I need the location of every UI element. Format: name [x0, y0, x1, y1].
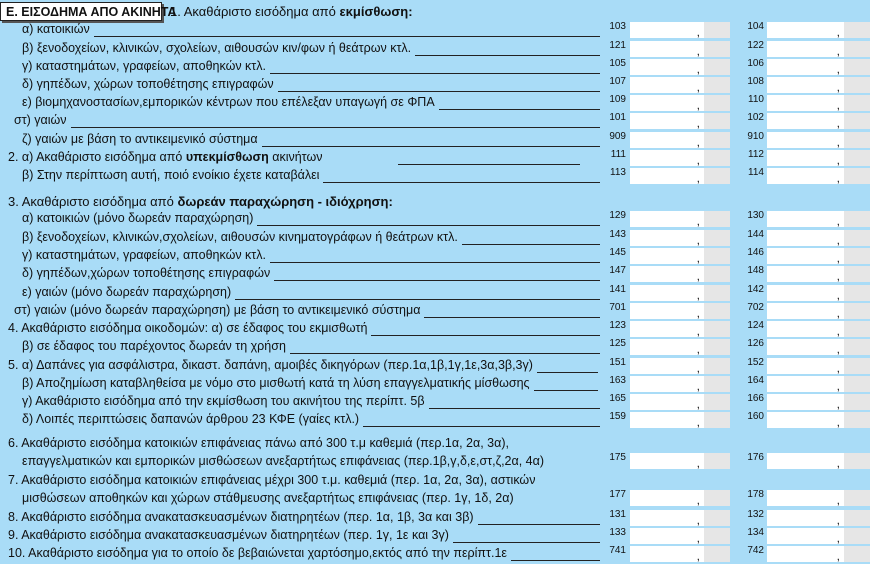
amount-field-spouse1[interactable]: , [630, 358, 730, 374]
section-title: Ε. ΕΙΣΟΔΗΜΑ ΑΠΟ ΑΚΙΝΗΤΑ [0, 2, 162, 21]
field-code: 160 [747, 411, 764, 422]
form-row [0, 131, 870, 149]
form-row [0, 527, 870, 545]
field-code: 129 [609, 210, 626, 221]
leader-line [257, 225, 600, 226]
leader-line [534, 390, 598, 391]
field-code: 909 [609, 131, 626, 142]
field-code: 178 [747, 489, 764, 500]
form-row [0, 435, 870, 471]
amount-field-spouse2[interactable]: , [767, 113, 870, 129]
field-code: 106 [747, 58, 764, 69]
field-code: 123 [609, 320, 626, 331]
amount-field-spouse2[interactable]: , [767, 412, 870, 428]
decimal-cell[interactable] [844, 113, 870, 129]
decimal-cell[interactable] [844, 321, 870, 337]
form-row [0, 320, 870, 338]
amount-field-spouse2[interactable]: , [767, 168, 870, 184]
form-row [0, 509, 870, 527]
field-code: 130 [747, 210, 764, 221]
row-label: 7. Ακαθάριστο εισόδημα κατοικιών επιφάνειας μέχρι 300 τ.μ. καθεμιά (περ. 1α, 2α, 3α), αστικών [8, 473, 536, 487]
amount-field-spouse1[interactable]: , [630, 321, 730, 337]
amount-field-spouse2[interactable]: , [767, 285, 870, 301]
decimal-cell[interactable] [704, 95, 730, 111]
row-label: 8. Ακαθάριστο εισόδημα ανακατασκευασμένων διατηρητέων (περ. 1α, 1β, 3α και 3β) [8, 510, 474, 524]
form-row [0, 76, 870, 94]
amount-field-spouse1[interactable]: , [630, 510, 730, 526]
field-code: 165 [609, 393, 626, 404]
amount-field-spouse1[interactable]: , [630, 59, 730, 75]
row-label: ε) γαιών (μόνο δωρεάν παραχώρηση) [22, 285, 232, 299]
form-row [0, 210, 870, 228]
field-code: 148 [747, 265, 764, 276]
form-row [0, 40, 870, 58]
form-row [0, 21, 870, 39]
decimal-cell[interactable] [704, 77, 730, 93]
field-code: 102 [747, 112, 764, 123]
row-label: στ) γαιών [14, 113, 67, 127]
amount-field-spouse2[interactable]: , [767, 510, 870, 526]
leader-line [290, 353, 600, 354]
amount-field-spouse2[interactable]: , [767, 376, 870, 392]
field-code: 742 [747, 545, 764, 556]
amount-field-spouse2[interactable]: , [767, 266, 870, 282]
amount-field-spouse1[interactable]: , [630, 168, 730, 184]
amount-field-spouse1[interactable]: , [630, 150, 730, 166]
amount-field-spouse2[interactable]: , [767, 453, 870, 469]
form-row [0, 247, 870, 265]
row-label: ε) βιομηχανοστασίων,εμπορικών κέντρων που επέλεξαν υπαγωγή σε ΦΠΑ [22, 95, 435, 109]
row-label: δ) γηπέδων,χώρων τοποθέτησης επιγραφών [22, 266, 271, 280]
amount-field-spouse2[interactable]: , [767, 339, 870, 355]
form-row [0, 338, 870, 356]
field-code: 166 [747, 393, 764, 404]
amount-field-spouse2[interactable]: , [767, 150, 870, 166]
row-label: 6. Ακαθάριστο εισόδημα κατοικιών επιφάνειας πάνω από 300 τ.μ καθεμιά (περ.1α, 2α, 3α), [8, 436, 509, 450]
row-label: β) Αποζημίωση καταβληθείσα με νόμο στο μισθωτή κατά τη λύση επαγγελματικής μίσθωσης [22, 376, 530, 390]
decimal-cell[interactable] [844, 510, 870, 526]
field-code: 146 [747, 247, 764, 258]
amount-field-spouse1[interactable]: , [630, 77, 730, 93]
amount-field-spouse2[interactable]: , [767, 22, 870, 38]
leader-line [415, 55, 600, 56]
decimal-cell[interactable] [704, 41, 730, 57]
field-code: 122 [747, 40, 764, 51]
decimal-cell[interactable] [704, 211, 730, 227]
decimal-cell[interactable] [704, 358, 730, 374]
section3-heading: 3. Ακαθάριστο εισόδημα από δωρεάν παραχώρηση - ιδιόχρηση: [8, 194, 393, 209]
field-code: 175 [609, 452, 626, 463]
leader-line [537, 372, 598, 373]
leader-line [278, 91, 600, 92]
leader-line [439, 109, 600, 110]
form-row [0, 545, 870, 563]
decimal-cell[interactable] [844, 453, 870, 469]
amount-field-spouse1[interactable]: , [630, 211, 730, 227]
row-label: β) ξενοδοχείων, κλινικών,σχολείων, αιθουσών κινηματογράφων ή θεάτρων κτλ. [22, 230, 458, 244]
field-code: 124 [747, 320, 764, 331]
field-code: 107 [609, 76, 626, 87]
field-code: 141 [609, 284, 626, 295]
decimal-cell[interactable] [704, 490, 730, 506]
decimal-cell[interactable] [704, 453, 730, 469]
field-code: 910 [747, 131, 764, 142]
field-code: 741 [609, 545, 626, 556]
decimal-cell[interactable] [844, 528, 870, 544]
field-code: 114 [748, 167, 764, 178]
decimal-cell[interactable] [704, 266, 730, 282]
form-row [0, 472, 870, 508]
field-code: 142 [747, 284, 764, 295]
form-row [0, 58, 870, 76]
amount-field-spouse2[interactable]: , [767, 230, 870, 246]
amount-field-spouse2[interactable]: , [767, 394, 870, 410]
row-label: γ) Ακαθάριστο εισόδημα από την εκμίσθωση του ακινήτου της περίπτ. 5β [22, 394, 425, 408]
field-code: 147 [609, 265, 626, 276]
section1-heading: 1. Ακαθάριστο εισόδημα από εκμίσθωση: [170, 4, 413, 19]
field-code: 131 [609, 509, 626, 520]
amount-field-spouse1[interactable]: , [630, 230, 730, 246]
leader-line [323, 182, 600, 183]
decimal-cell[interactable] [704, 113, 730, 129]
decimal-cell[interactable] [844, 339, 870, 355]
amount-field-spouse2[interactable]: , [767, 211, 870, 227]
leader-line [429, 408, 600, 409]
amount-field-spouse2[interactable]: , [767, 248, 870, 264]
field-code: 163 [609, 375, 626, 386]
decimal-cell[interactable] [704, 303, 730, 319]
field-code: 133 [609, 527, 626, 538]
row-label: 5. α) Δαπάνες για ασφάλιστρα, δικαστ. δαπάνη, αμοιβές δικηγόρων (περ.1α,1β,1γ,1ε,3α,3β,3γ) [8, 358, 533, 372]
decimal-cell[interactable] [704, 230, 730, 246]
form-row [0, 375, 870, 393]
row-label: 10. Ακαθάριστο εισόδημα για το οποίο δε βεβαιώνεται χαρτόσημο,εκτός από την περίπτ.1ε [8, 546, 507, 560]
decimal-cell[interactable] [704, 412, 730, 428]
form-row [0, 149, 870, 167]
row-label: 2. α) Ακαθάριστο εισόδημα από υπεκμίσθωση ακινήτων [8, 150, 323, 164]
leader-line [71, 127, 600, 128]
decimal-cell[interactable] [704, 59, 730, 75]
amount-field-spouse1[interactable]: , [630, 41, 730, 57]
decimal-cell[interactable] [704, 321, 730, 337]
row-label-line2: μισθώσεων αποθηκών και χώρων στάθμευσης ανεξαρτήτως επιφάνειας (περ. 1γ, 1δ, 2α) [22, 491, 514, 505]
decimal-cell[interactable] [704, 285, 730, 301]
leader-line [398, 164, 580, 165]
decimal-cell[interactable] [844, 230, 870, 246]
amount-field-spouse1[interactable]: , [630, 22, 730, 38]
form-row [0, 411, 870, 429]
row-label: β) ξενοδοχείων, κλινικών, σχολείων, αιθουσών κιν/φων ή θεάτρων κτλ. [22, 41, 412, 55]
row-label: α) κατοικιών [22, 22, 90, 36]
row-label: 9. Ακαθάριστο εισόδημα ανακατασκευασμένων διατηρητέων (περ. 1γ, 1ε και 3γ) [8, 528, 449, 542]
decimal-cell[interactable] [704, 394, 730, 410]
row-label: β) Στην περίπτωση αυτή, ποιό ενοίκιο έχετε καταβάλει [22, 168, 320, 182]
decimal-cell[interactable] [844, 150, 870, 166]
amount-field-spouse2[interactable]: , [767, 490, 870, 506]
amount-field-spouse2[interactable]: , [767, 321, 870, 337]
amount-field-spouse2[interactable]: , [767, 546, 870, 562]
leader-line [363, 426, 600, 427]
decimal-cell[interactable] [844, 266, 870, 282]
field-code: 159 [609, 411, 626, 422]
decimal-cell[interactable] [844, 546, 870, 562]
amount-field-spouse1[interactable]: , [630, 490, 730, 506]
amount-field-spouse1[interactable]: , [630, 266, 730, 282]
amount-field-spouse1[interactable]: , [630, 453, 730, 469]
decimal-cell[interactable] [844, 22, 870, 38]
decimal-cell[interactable] [844, 95, 870, 111]
form-row [0, 265, 870, 283]
decimal-cell[interactable] [704, 168, 730, 184]
decimal-cell[interactable] [844, 59, 870, 75]
decimal-cell[interactable] [844, 211, 870, 227]
leader-line [94, 36, 600, 37]
form-row [0, 112, 870, 130]
amount-field-spouse2[interactable]: , [767, 303, 870, 319]
decimal-cell[interactable] [844, 41, 870, 57]
decimal-cell[interactable] [704, 546, 730, 562]
decimal-cell[interactable] [704, 510, 730, 526]
field-code: 121 [609, 40, 626, 51]
form-row [0, 229, 870, 247]
amount-field-spouse1[interactable]: , [630, 412, 730, 428]
field-code: 176 [747, 452, 764, 463]
decimal-cell[interactable] [704, 528, 730, 544]
amount-field-spouse1[interactable]: , [630, 303, 730, 319]
form-row [0, 167, 870, 185]
leader-line [274, 280, 600, 281]
field-code: 164 [747, 375, 764, 386]
leader-line [270, 73, 600, 74]
field-code: 112 [748, 149, 764, 160]
field-code: 126 [747, 338, 764, 349]
decimal-cell[interactable] [844, 394, 870, 410]
form-row [0, 94, 870, 112]
amount-field-spouse1[interactable]: , [630, 285, 730, 301]
leader-line [371, 335, 600, 336]
decimal-cell[interactable] [704, 150, 730, 166]
field-code: 151 [609, 357, 626, 368]
row-label: γ) καταστημάτων, γραφείων, αποθηκών κτλ. [22, 59, 266, 73]
form-row [0, 302, 870, 320]
leader-line [262, 146, 600, 147]
amount-field-spouse2[interactable]: , [767, 358, 870, 374]
decimal-cell[interactable] [704, 376, 730, 392]
amount-field-spouse1[interactable]: , [630, 339, 730, 355]
row-label: β) σε έδαφος του παρέχοντος δωρεάν τη χρήση [22, 339, 286, 353]
field-code: 110 [748, 94, 764, 105]
decimal-cell[interactable] [844, 303, 870, 319]
field-code: 177 [609, 489, 626, 500]
leader-line [511, 560, 600, 561]
field-code: 132 [747, 509, 764, 520]
row-label: δ) Λοιπές περιπτώσεις δαπανών άρθρου 23 ΚΦΕ (γαίες κτλ.) [22, 412, 360, 426]
row-label: ζ) γαιών με βάση το αντικειμενικό σύστημα [22, 132, 258, 146]
form-row [0, 284, 870, 302]
amount-field-spouse1[interactable]: , [630, 546, 730, 562]
field-code: 111 [610, 149, 626, 160]
field-code: 105 [609, 58, 626, 69]
amount-field-spouse1[interactable]: , [630, 248, 730, 264]
amount-field-spouse1[interactable]: , [630, 95, 730, 111]
amount-field-spouse2[interactable]: , [767, 77, 870, 93]
amount-field-spouse1[interactable]: , [630, 113, 730, 129]
row-label: α) κατοικιών (μόνο δωρεάν παραχώρηση) [22, 211, 254, 225]
field-code: 108 [747, 76, 764, 87]
decimal-cell[interactable] [844, 248, 870, 264]
decimal-cell[interactable] [704, 22, 730, 38]
form-row [0, 393, 870, 411]
decimal-cell[interactable] [844, 376, 870, 392]
leader-line [270, 262, 600, 263]
field-code: 144 [747, 229, 764, 240]
field-code: 104 [747, 21, 764, 32]
decimal-cell[interactable] [704, 132, 730, 148]
field-code: 103 [609, 21, 626, 32]
row-label: στ) γαιών (μόνο δωρεάν παραχώρηση) με βάση το αντικειμενικό σύστημα [14, 303, 421, 317]
leader-line [424, 317, 600, 318]
row-label: 4. Ακαθάριστο εισόδημα οικοδομών: α) σε έδαφος του εκμισθωτή [8, 321, 368, 335]
field-code: 109 [609, 94, 626, 105]
field-code: 702 [747, 302, 764, 313]
form-row [0, 357, 870, 375]
amount-field-spouse2[interactable]: , [767, 59, 870, 75]
amount-field-spouse2[interactable]: , [767, 132, 870, 148]
decimal-cell[interactable] [844, 132, 870, 148]
amount-field-spouse2[interactable]: , [767, 41, 870, 57]
decimal-cell[interactable] [704, 339, 730, 355]
field-code: 125 [609, 338, 626, 349]
field-code: 145 [609, 247, 626, 258]
decimal-cell[interactable] [844, 285, 870, 301]
field-code: 134 [747, 527, 764, 538]
amount-field-spouse2[interactable]: , [767, 528, 870, 544]
row-label-line2: επαγγελματικών και εμπορικών μισθώσεων ανεξαρτήτως επιφάνειας (περ.1β,γ,δ,ε,στ,ζ,2α, 4α) [22, 454, 545, 468]
field-code: 101 [609, 112, 626, 123]
row-label: γ) καταστημάτων, γραφείων, αποθηκών κτλ. [22, 248, 266, 262]
field-code: 152 [747, 357, 764, 368]
leader-line [235, 299, 600, 300]
decimal-cell[interactable] [704, 248, 730, 264]
decimal-cell[interactable] [844, 358, 870, 374]
field-code: 143 [609, 229, 626, 240]
amount-field-spouse1[interactable]: , [630, 376, 730, 392]
amount-field-spouse1[interactable]: , [630, 528, 730, 544]
leader-line [453, 542, 600, 543]
amount-field-spouse1[interactable]: , [630, 132, 730, 148]
amount-field-spouse1[interactable]: , [630, 394, 730, 410]
decimal-cell[interactable] [844, 168, 870, 184]
decimal-cell[interactable] [844, 412, 870, 428]
row-label: δ) γηπέδων, χώρων τοποθέτησης επιγραφών [22, 77, 274, 91]
decimal-cell[interactable] [844, 490, 870, 506]
field-code: 701 [609, 302, 626, 313]
decimal-cell[interactable] [844, 77, 870, 93]
amount-field-spouse2[interactable]: , [767, 95, 870, 111]
leader-line [462, 244, 600, 245]
leader-line [478, 524, 600, 525]
field-code: 113 [610, 167, 626, 178]
